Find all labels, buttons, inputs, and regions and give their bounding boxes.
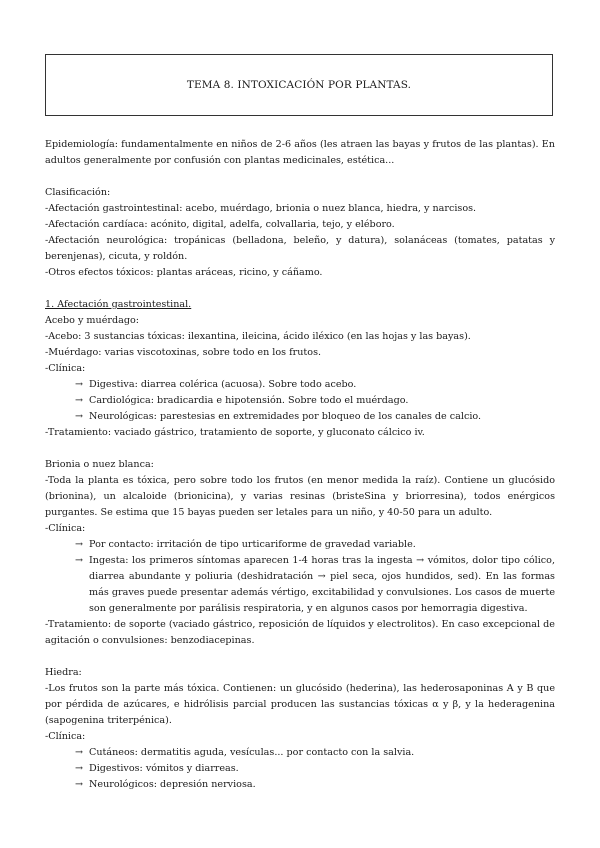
arrow-icon: →	[75, 555, 84, 566]
arrow-icon: →	[75, 747, 84, 758]
arrow-icon: →	[75, 539, 84, 550]
clinica-item: → Neurológicas: parestesias en extremidades por bloqueo de los canales de calcio.	[45, 409, 555, 425]
text-line: -Muérdago: varias viscotoxinas, sobre todo en los frutos.	[45, 347, 322, 358]
epidemiology-paragraph: Epidemiología: fundamentalmente en niños de 2-6 años (les atraen las bayas y frutos de las plantas). En adultos generalmente por confusión con plantas medicinales, estética...	[45, 139, 555, 166]
subsection-heading: Acebo y muérdago:	[45, 315, 139, 326]
text-line: -Clínica:	[45, 523, 86, 534]
clinica-item: → Por contacto: irritación de tipo urticariforme de gravedad variable.	[45, 537, 555, 553]
text-line: -Clínica:	[45, 731, 86, 742]
text-paragraph: -Los frutos son la parte más tóxica. Contienen: un glucósido (hederina), las hederosaponinas A y B que por pérdida de azúcares, e hidrólisis parcial producen las sustancias tóxicas α y β, y la hederagenina (sapogenina triterpénica).	[45, 683, 555, 726]
classification-heading: Clasificación:	[45, 187, 111, 198]
tratamiento-line: -Tratamiento: de soporte (vaciado gástrico, reposición de líquidos y electrolitos). En caso excepcional de agitación o convulsiones: benzodiacepinas.	[45, 619, 555, 646]
text-line: -Acebo: 3 sustancias tóxicas: ilexantina, ileicina, ácido iléxico (en las hojas y las bayas).	[45, 331, 471, 342]
section-heading: 1. Afectación gastrointestinal.	[45, 299, 192, 310]
arrow-icon: →	[75, 395, 84, 406]
classification-item: -Afectación cardíaca: acónito, digital, adelfa, colvallaria, tejo, y eléboro.	[45, 219, 395, 230]
tratamiento-line: -Tratamiento: vaciado gástrico, tratamiento de soporte, y gluconato cálcico iv.	[45, 427, 425, 438]
classification-item: -Afectación neurológica: tropánicas (belladona, beleño, y datura), solanáceas (tomates, patatas y berenjenas), cicuta, y roldón.	[45, 235, 555, 262]
clinica-item: → Cutáneos: dermatitis aguda, vesículas... por contacto con la salvia.	[45, 745, 555, 761]
subsection-heading: Brionia o nuez blanca:	[45, 459, 154, 470]
subsection-heading: Hiedra:	[45, 667, 82, 678]
arrow-icon: →	[75, 779, 84, 790]
text-paragraph: -Toda la planta es tóxica, pero sobre todo los frutos (en menor medida la raíz). Contiene un glucósido (brionina), un alcaloide (brionicina), y varias resinas (bristeSina y briorresina), todos enérgicos purgantes. Se estima que 15 bayas pueden ser letales para un niño, y 40-50 para un adulto.	[45, 475, 555, 518]
clinica-item: → Cardiológica: bradicardia e hipotensión. Sobre todo el muérdago.	[45, 393, 555, 409]
arrow-icon: →	[75, 763, 84, 774]
classification-item: -Afectación gastrointestinal: acebo, muérdago, brionia o nuez blanca, hiedra, y narcisos.	[45, 203, 477, 214]
document-body	[45, 137, 555, 793]
page-title: TEMA 8. INTOXICACIÓN POR PLANTAS.	[186, 79, 412, 91]
arrow-icon: →	[75, 411, 84, 422]
clinica-item: → Ingesta: los primeros síntomas aparecen 1-4 horas tras la ingesta → vómitos, dolor tipo cólico, diarrea abundante y poliuria (deshidratación → piel seca, ojos hundidos, sed). En las formas más graves puede presentar además vértigo, excitabilidad y convulsiones. Los casos de muerte son generalmente por parálisis respiratoria, y en algunos casos por hemorragia digestiva.	[75, 555, 555, 614]
arrow-icon: →	[75, 379, 84, 390]
clinica-item: → Neurológicos: depresión nerviosa.	[45, 777, 555, 793]
classification-item: -Otros efectos tóxicos: plantas aráceas, ricino, y cáñamo.	[45, 267, 323, 278]
clinica-item: → Digestivos: vómitos y diarreas.	[45, 761, 555, 777]
text-line: -Clínica:	[45, 363, 86, 374]
clinica-item: → Digestiva: diarrea colérica (acuosa). Sobre todo acebo.	[45, 377, 555, 393]
title-box	[45, 54, 553, 116]
